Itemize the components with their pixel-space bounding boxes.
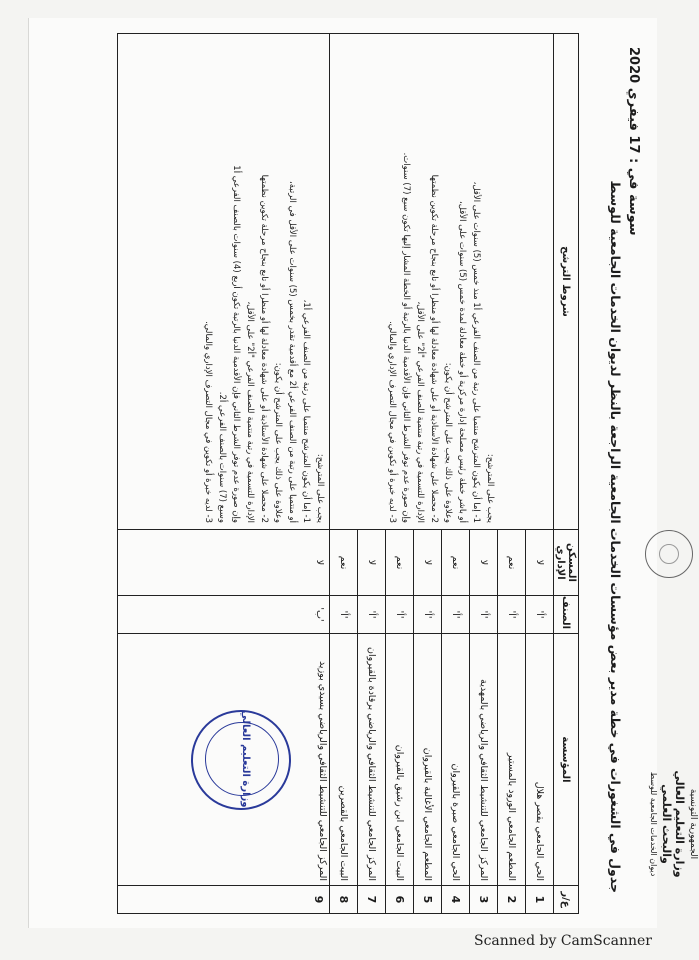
row-housing: نعم bbox=[386, 530, 414, 596]
document-header bbox=[581, 33, 699, 913]
ministry-line-2: والبحث العلمي bbox=[660, 784, 673, 864]
row-category: 'أ' bbox=[442, 596, 470, 634]
row-num: 8 bbox=[330, 886, 358, 914]
condition-line: 2- محصلا على شهادة الأستاذية أو على شهادة معادلة لها أو منظرا أو تابع بنجاح مرحلة تكوين نظمتها bbox=[259, 174, 269, 523]
rotated-document bbox=[99, 33, 699, 913]
row-housing: لا bbox=[470, 530, 498, 596]
ministry-line: وزارة التعليم العالي bbox=[673, 770, 686, 878]
row-category: 'أ' bbox=[358, 596, 386, 634]
condition-line: وعلاوة على ذلك يجب على المترشح أن يكون: bbox=[273, 362, 283, 523]
document-title: جدول في الشغورات في خطة مدير بعض مؤسسات الخدمات الجامعية الراجعة بالنظر لديوان الخدمات الجامعية للوسط bbox=[608, 180, 623, 893]
condition-line: الإدارة للتسمية في رتبة منتمية للصنف الفرعي "أ2" على الأقل، bbox=[415, 301, 426, 523]
row-institution: المركز الجامعي للتنشيط الثقافي والرياضي برقادة بالقيروان bbox=[358, 634, 386, 886]
group-a-conditions bbox=[330, 34, 554, 530]
condition-line: يجب على المترشح: bbox=[315, 453, 325, 523]
condition-line: وإن صورة عدم توفر الشرط الثاني فإن الأقدمية الدنيا بالرتبة أو الخطة المشار إليها تكون سبع (7) سنوات. bbox=[401, 152, 412, 523]
header-institution: المؤسسة bbox=[554, 634, 579, 886]
row-num: 5 bbox=[414, 886, 442, 914]
row-institution: المركز الجامعي للتنشيط الثقافي والرياضي بالمهدية bbox=[470, 634, 498, 886]
row-institution: الحي الجامعي صبرة بالقيروان bbox=[442, 634, 470, 886]
row-num: 2 bbox=[498, 886, 526, 914]
condition-line: وإن صورة عدم توفر الشرط الثاني فإن الأقدمية الدنيا بالرتبة تكون أربع (4) سنوات بالصنف الفرعي أ1 bbox=[231, 165, 241, 523]
row-institution: المطعم الجامعي الأغالبة بالقيروان bbox=[414, 634, 442, 886]
row-housing: نعم bbox=[442, 530, 470, 596]
row-category: 'أ' bbox=[470, 596, 498, 634]
row-institution-name: المركز الجامعي للتنشيط الثقافي والرياضي بسيدي بوزيد bbox=[317, 660, 328, 881]
scanned-page bbox=[28, 18, 698, 928]
header-num: ع/ر bbox=[554, 886, 579, 914]
camscanner-watermark: Scanned by CamScanner bbox=[474, 933, 652, 949]
row-category: 'أ' bbox=[526, 596, 554, 634]
national-emblem-icon bbox=[645, 530, 693, 578]
department-line: ديوان الخدمات الجامعية للوسط bbox=[649, 771, 658, 877]
condition-line: 3- لديه خبرة أو تكوين في مجال التصرف الإداري والمالي. bbox=[387, 321, 398, 523]
condition-line: وسبع (7) سنوات بالصنف الفرعي أ2. bbox=[217, 391, 227, 523]
table-row-9 bbox=[118, 34, 330, 914]
row-category: 'ب' bbox=[118, 596, 330, 634]
row-institution bbox=[118, 634, 330, 886]
row-num: 1 bbox=[526, 886, 554, 914]
group-b-conditions bbox=[118, 34, 330, 530]
condition-line: يجب على المترشح: bbox=[485, 453, 496, 523]
header-category: الصنف bbox=[554, 596, 579, 634]
row-num: 9 bbox=[118, 886, 330, 914]
condition-line: 3- لديه خبرة أو تكوين في مجال التصرف الإداري والمالي. bbox=[203, 321, 213, 523]
row-institution: البيت الجامعي ابن رشيق بالقيروان bbox=[386, 634, 414, 886]
condition-line: وعلاوة على ذلك يجب على المترشح أن يكون: bbox=[443, 362, 454, 523]
condition-line: 1- إما أن يكون المترشح منتميا على رتبة من الصنف الفرعي أ1 منذ خمس (5) سنوات على الأقل، bbox=[471, 181, 482, 523]
row-institution: المطعم الجامعي الورود بالمستير bbox=[498, 634, 526, 886]
ministry-block bbox=[647, 749, 699, 899]
row-category: 'أ' bbox=[330, 596, 358, 634]
condition-line: أو منتميا على رتبة من الصنف الفرعي أ2 مع أقدمية تقدر بخمس (5) سنوات على الأقل في الرتبة، bbox=[287, 181, 297, 523]
row-category: 'أ' bbox=[414, 596, 442, 634]
row-institution: الحي الجامعي بقصر هلال bbox=[526, 634, 554, 886]
row-num: 6 bbox=[386, 886, 414, 914]
row-num: 3 bbox=[470, 886, 498, 914]
condition-line: الإدارة للتسمية في رتبة منتمية للصنف الفرعي "أ2" على الأقل، bbox=[245, 301, 255, 523]
table-row bbox=[526, 34, 554, 914]
condition-line: 1- إما أن يكون المترشح منتميا على رتبة من الصنف الفرعي أ1، bbox=[301, 299, 311, 523]
row-institution: البيت الجامعي بالقصرين bbox=[330, 634, 358, 886]
condition-line: 2- محصلا على شهادة الأستاذية أو على شهادة معادلة لها أو منظرا أو تابع بنجاح مرحلة تكوين نظمتها bbox=[429, 174, 440, 523]
row-num: 4 bbox=[442, 886, 470, 914]
row-housing: لا bbox=[118, 530, 330, 596]
row-category: 'أ' bbox=[386, 596, 414, 634]
row-housing: لا bbox=[358, 530, 386, 596]
vacancies-table-wrap bbox=[117, 33, 579, 913]
official-seal-icon bbox=[191, 710, 291, 810]
vacancies-table bbox=[117, 33, 579, 914]
row-num: 7 bbox=[358, 886, 386, 914]
row-housing: نعم bbox=[330, 530, 358, 596]
row-housing: لا bbox=[526, 530, 554, 596]
header-housing: المسكن الإداري bbox=[554, 530, 579, 596]
row-housing: نعم bbox=[498, 530, 526, 596]
header-conditions: شروط الترشح bbox=[554, 34, 579, 530]
seal-text: وزارة التعليم العالي bbox=[240, 710, 251, 808]
document-date: سوسة في : 17 فيفري 2020 bbox=[626, 47, 641, 236]
condition-line: أو باشر خطة رئيس مصلحة إدارة مركزية أو خطة معادلة لمدة خمس (5) سنوات على الأقل، bbox=[457, 201, 468, 523]
row-housing: لا bbox=[414, 530, 442, 596]
republic-line: الجمهورية التونسية bbox=[688, 788, 698, 860]
row-category: 'أ' bbox=[498, 596, 526, 634]
table-header-row bbox=[554, 34, 579, 914]
